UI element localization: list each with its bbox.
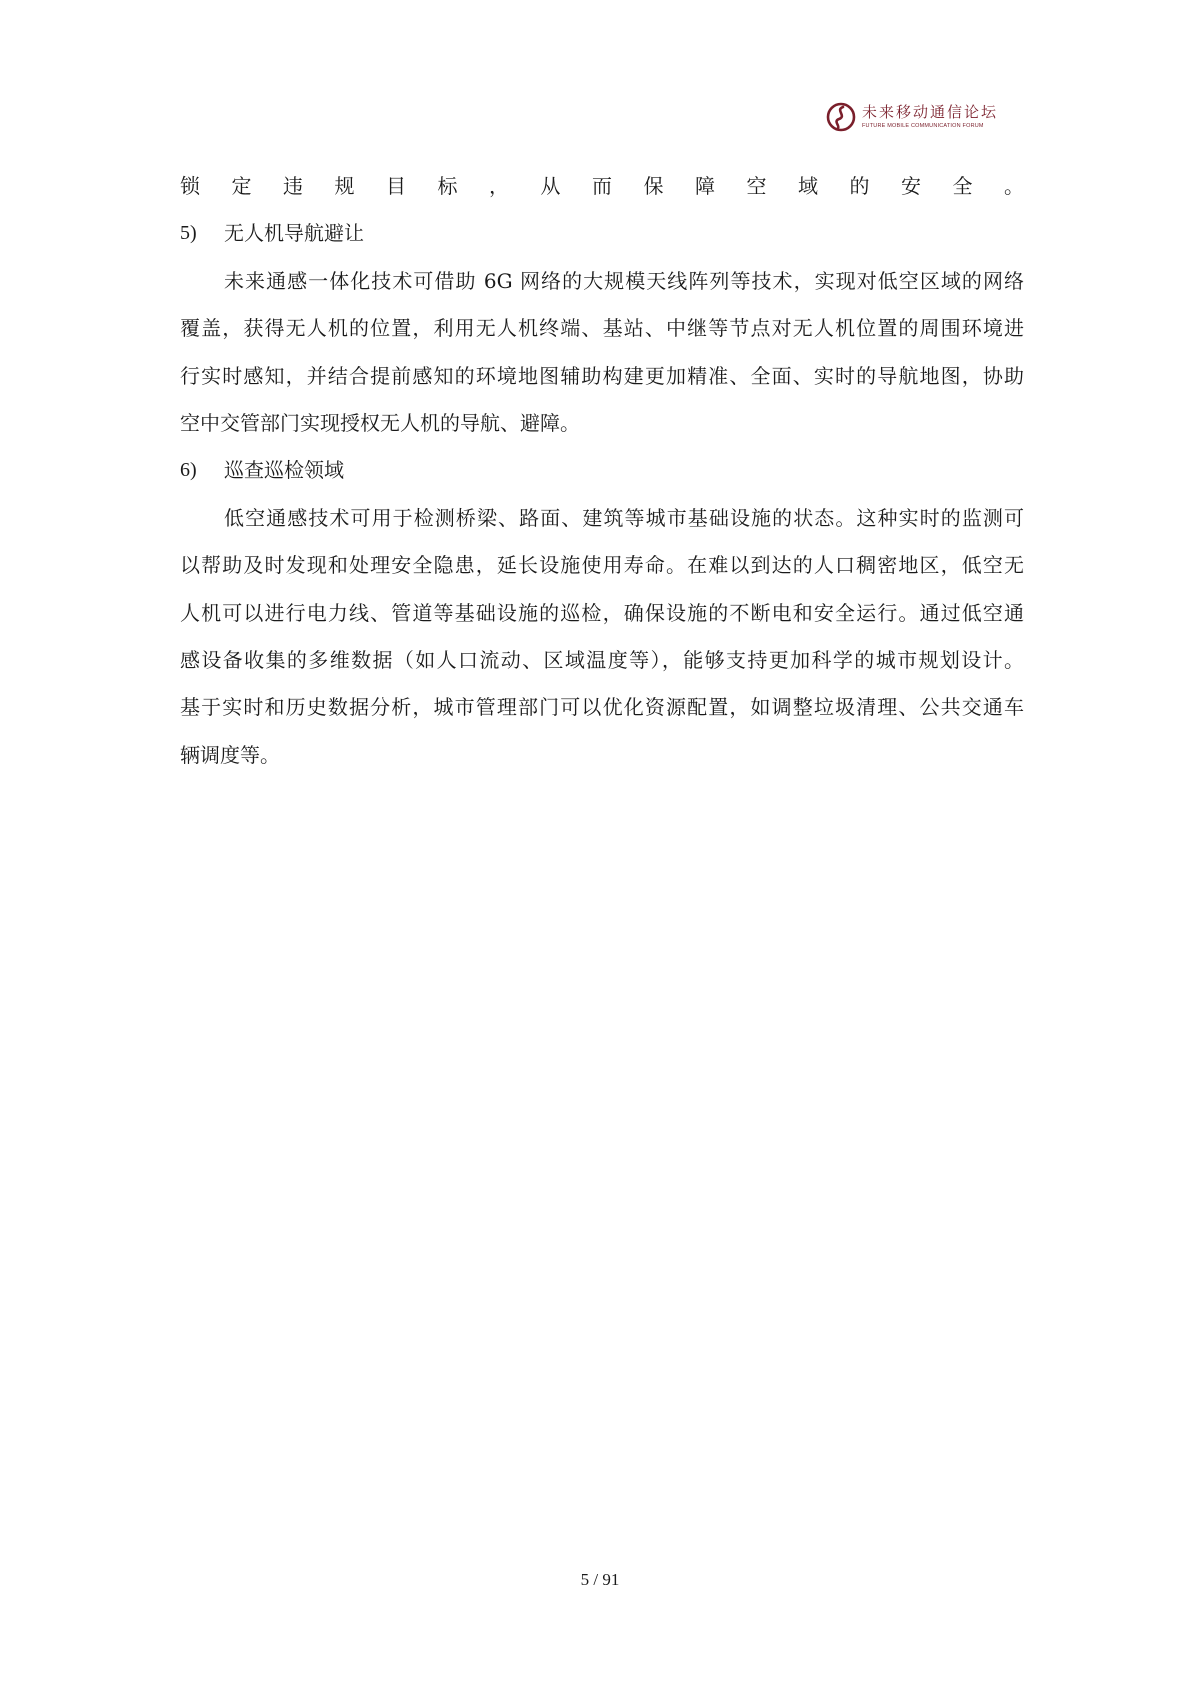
paragraph-line: 基于实时和历史数据分析，城市管理部门可以优化资源配置，如调整垃圾清理、公共交通车 <box>180 695 1024 720</box>
document-body <box>180 163 1024 779</box>
paragraph-line: 空中交管部门实现授权无人机的导航、避障。 <box>180 410 580 435</box>
section-heading-6 <box>180 447 1024 494</box>
page-number: 5 / 91 <box>580 1570 620 1589</box>
section-heading-5 <box>180 210 1024 257</box>
paragraph-line: 以帮助及时发现和处理安全隐患，延长设施使用寿命。在难以到达的人口稠密地区，低空无 <box>180 553 1024 578</box>
logo-english-name: FUTURE MOBILE COMMUNICATION FORUM <box>862 122 984 129</box>
forum-logo <box>826 98 1026 136</box>
paragraph-line: 人机可以进行电力线、管道等基础设施的巡检，确保设施的不断电和安全运行。通过低空通 <box>180 600 1024 625</box>
heading-number: 6) <box>180 459 197 482</box>
paragraph-line: 行实时感知，并结合提前感知的环境地图辅助构建更加精准、全面、实时的导航地图，协助 <box>180 363 1024 388</box>
paragraph-line: 辆调度等。 <box>180 742 280 767</box>
heading-number: 5) <box>180 222 197 245</box>
paragraph-line: 未来通感一体化技术可借助 6G 网络的大规模天线阵列等技术，实现对低空区域的网络 <box>224 268 1024 293</box>
heading-title: 巡查巡检领域 <box>224 458 344 483</box>
paragraph-line: 覆盖，获得无人机的位置，利用无人机终端、基站、中继等节点对无人机位置的周围环境进 <box>180 316 1024 341</box>
forum-logo-icon <box>826 102 856 132</box>
paragraph-line: 低空通感技术可用于检测桥梁、路面、建筑等城市基础设施的状态。这种实时的监测可 <box>224 505 1024 530</box>
paragraph-line: 锁定违规目标，从而保障空域的安全。 <box>180 174 1024 198</box>
paragraph-line: 感设备收集的多维数据（如人口流动、区域温度等），能够支持更加科学的城市规划设计。 <box>180 647 1024 672</box>
logo-chinese-name: 未来移动通信论坛 <box>862 102 999 121</box>
heading-title: 无人机导航避让 <box>224 221 364 246</box>
